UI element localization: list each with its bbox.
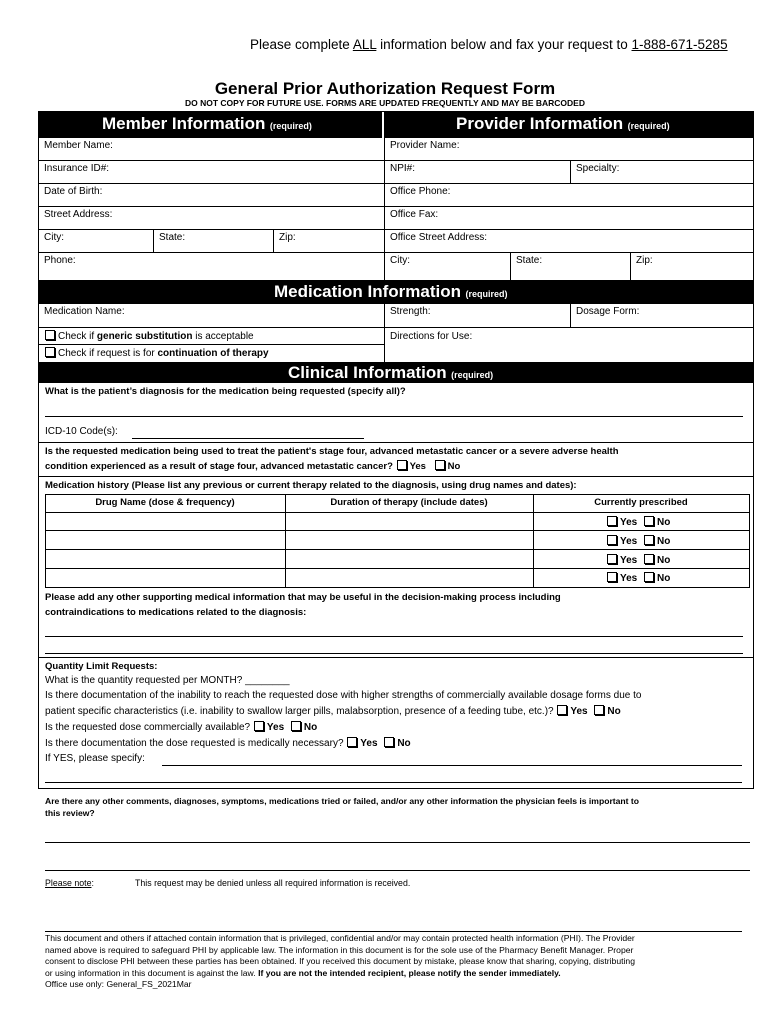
provider-header xyxy=(384,111,754,138)
history-row-3-prescribed[interactable] xyxy=(606,554,670,566)
member-zip-label: Zip: xyxy=(279,232,296,243)
office-phone-field[interactable] xyxy=(384,184,754,207)
yes-label: Yes xyxy=(620,536,638,547)
generic-text: Check if xyxy=(58,331,97,342)
specialty-label: Specialty: xyxy=(576,163,620,174)
office-use-code: Office use only: General_FS_2021Mar xyxy=(45,979,192,990)
yes-checkbox[interactable] xyxy=(607,554,617,564)
fax-number[interactable]: 1-888-671-5285 xyxy=(631,37,728,52)
no-label: No xyxy=(657,555,671,566)
yes-label: Yes xyxy=(409,461,426,472)
fax-instruction xyxy=(250,37,728,52)
medication-name-field[interactable] xyxy=(38,304,384,328)
footer-line: or using information in this document is against the law. xyxy=(45,967,259,978)
quantity-q4-row xyxy=(45,737,411,749)
stage4-yes-checkbox[interactable] xyxy=(397,460,407,470)
yes-checkbox[interactable] xyxy=(607,535,617,545)
generic-text-2: is acceptable xyxy=(192,331,254,342)
member-city-label: City: xyxy=(44,232,64,243)
divider xyxy=(153,230,154,253)
provider-name-label: Provider Name: xyxy=(390,140,460,151)
provider-zip-field[interactable] xyxy=(630,253,754,280)
clinical-required: (required) xyxy=(451,370,494,380)
table-border xyxy=(45,568,749,569)
member-state-label: State: xyxy=(159,232,186,243)
quantity-q5-answer-line-2[interactable] xyxy=(45,782,742,783)
footer-warning: If you are not the intended recipient, please notify the sender immediately. xyxy=(258,967,561,978)
table-border xyxy=(45,587,749,588)
table-border xyxy=(533,494,534,588)
table-border xyxy=(45,530,749,531)
stage4-question-1: Is the requested medication being used to treat the patient's stage four, advanced metastatic cancer or a severe adverse health xyxy=(45,446,619,457)
history-row-4-prescribed[interactable] xyxy=(606,572,670,584)
provider-city-field[interactable] xyxy=(384,253,510,280)
divider xyxy=(38,657,754,658)
no-checkbox[interactable] xyxy=(644,516,654,526)
please-note-colon: : xyxy=(91,878,94,888)
directions-label: Directions for Use: xyxy=(390,331,473,342)
history-row-2-prescribed[interactable] xyxy=(606,535,670,547)
divider xyxy=(570,161,571,184)
no-label: No xyxy=(657,536,671,547)
member-state-field[interactable] xyxy=(153,230,273,253)
history-col-current: Currently prescribed xyxy=(594,497,688,508)
divider xyxy=(384,304,385,362)
member-name-field[interactable] xyxy=(38,138,384,161)
quantity-q5-answer-line[interactable] xyxy=(162,765,742,766)
divider xyxy=(38,442,754,443)
yes-label: Yes xyxy=(266,722,285,733)
provider-city-label: City: xyxy=(390,255,410,266)
q3-no-checkbox[interactable] xyxy=(291,721,301,731)
footer-line: consent to disclose PHI between these parties has been obtained. If you received this document by mistake, please know that sharing, copying, distributing xyxy=(45,956,635,967)
medication-name-label: Medication Name: xyxy=(44,306,125,317)
comments-question-1: Are there any other comments, diagnoses, symptoms, medications tried or failed, and/or any other information the physician feels is important to xyxy=(45,796,640,806)
quantity-q3: Is the requested dose commercially available? xyxy=(45,722,251,733)
supporting-answer-line[interactable] xyxy=(45,653,743,654)
generic-checkbox-row[interactable] xyxy=(44,330,254,342)
member-header xyxy=(38,111,382,138)
q2-no-checkbox[interactable] xyxy=(594,705,604,715)
form-title: General Prior Authorization Request Form xyxy=(214,79,556,98)
dob-label: Date of Birth: xyxy=(44,186,103,197)
clinical-heading: Clinical Information xyxy=(288,363,447,382)
please-note-text: This request may be denied unless all required information is received. xyxy=(135,878,411,888)
divider xyxy=(510,253,511,280)
instruction-text: Please complete xyxy=(250,37,353,52)
quantity-q4: Is there documentation the dose requested is medically necessary? xyxy=(45,738,344,749)
quantity-q5-label: If YES, please specify: xyxy=(45,753,145,764)
office-street-label: Office Street Address: xyxy=(390,232,488,243)
please-note-label: Please note xyxy=(45,878,92,888)
q3-yes-checkbox[interactable] xyxy=(254,721,264,731)
generic-bold: generic substitution xyxy=(96,331,193,342)
quantity-q2b: patient specific characteristics (i.e. inability to swallow larger pills, malabsorption, presence of a feeding tube, etc.)? xyxy=(45,706,554,717)
footer-disclaimer xyxy=(45,933,745,991)
diagnosis-question: What is the patient’s diagnosis for the medication being requested (specify all)? xyxy=(45,386,406,397)
quantity-q3-row xyxy=(45,721,317,733)
provider-state-label: State: xyxy=(516,255,543,266)
stage4-no-checkbox[interactable] xyxy=(435,460,445,470)
table-border xyxy=(45,494,749,495)
no-checkbox[interactable] xyxy=(644,572,654,582)
please-note xyxy=(45,878,94,888)
member-required: (required) xyxy=(269,121,312,131)
supporting-answer-line[interactable] xyxy=(45,636,743,637)
member-phone-field[interactable] xyxy=(38,253,384,280)
divider xyxy=(570,304,571,328)
no-label: No xyxy=(607,706,621,717)
divider xyxy=(630,253,631,280)
form-subtitle: DO NOT COPY FOR FUTURE USE. FORMS ARE UPDATED FREQUENTLY AND MAY BE BARCODED xyxy=(184,98,585,108)
provider-heading: Provider Information xyxy=(456,114,624,133)
comments-answer-line-2[interactable] xyxy=(45,870,750,871)
generic-checkbox[interactable] xyxy=(45,330,55,340)
stage4-question-2 xyxy=(45,460,460,472)
diagnosis-answer-line[interactable] xyxy=(45,416,743,417)
q4-no-checkbox[interactable] xyxy=(384,737,394,747)
street-label: Street Address: xyxy=(44,209,113,220)
yes-label: Yes xyxy=(620,555,638,566)
office-phone-label: Office Phone: xyxy=(390,186,451,197)
member-city-field[interactable] xyxy=(38,230,153,253)
office-fax-label: Office Fax: xyxy=(390,209,439,220)
member-name-label: Member Name: xyxy=(44,140,113,151)
member-phone-label: Phone: xyxy=(44,255,76,266)
history-col-duration: Duration of therapy (include dates) xyxy=(330,497,488,508)
provider-name-field[interactable] xyxy=(384,138,754,161)
insurance-id-field[interactable] xyxy=(38,161,384,184)
instruction-text-2: information below and fax your request to xyxy=(376,37,632,52)
yes-label: Yes xyxy=(570,706,588,717)
member-zip-field[interactable] xyxy=(273,230,384,253)
table-border xyxy=(749,494,750,588)
yes-label: Yes xyxy=(360,738,378,749)
strength-label: Strength: xyxy=(390,306,431,317)
icd-answer-line[interactable] xyxy=(132,438,364,439)
no-label: No xyxy=(397,738,411,749)
no-label: No xyxy=(657,573,671,584)
icd-label: ICD-10 Code(s): xyxy=(45,426,118,437)
no-label: No xyxy=(657,517,671,528)
divider xyxy=(38,344,384,345)
no-label: No xyxy=(447,461,461,472)
footer-line: named above is required to safeguard PHI by applicable law. The information in this document is for the sole use of the Pharmacy Benefit Manager. Proper xyxy=(45,944,634,955)
no-checkbox[interactable] xyxy=(644,554,654,564)
table-border xyxy=(45,549,749,550)
divider xyxy=(38,476,754,477)
provider-required: (required) xyxy=(627,121,670,131)
yes-checkbox[interactable] xyxy=(607,572,617,582)
continuation-text: Check if request is for xyxy=(58,348,158,359)
q4-yes-checkbox[interactable] xyxy=(347,737,357,747)
quantity-q2a: Is there documentation of the inability to reach the requested dose with higher strengths of commercially available dosage forms due to xyxy=(45,690,642,701)
history-question: Medication history (Please list any previous or current therapy related to the diagnosis, using drug names and dates): xyxy=(45,480,577,491)
no-label: No xyxy=(303,722,318,733)
member-heading: Member Information xyxy=(102,114,266,133)
no-checkbox[interactable] xyxy=(644,535,654,545)
table-border xyxy=(285,494,286,588)
medication-required: (required) xyxy=(465,289,508,299)
dob-field[interactable] xyxy=(38,184,384,207)
continuation-bold: continuation of therapy xyxy=(157,348,269,359)
supporting-question-1: Please add any other supporting medical information that may be useful in the decision-making process including xyxy=(45,592,561,603)
yes-label: Yes xyxy=(620,573,638,584)
yes-label: Yes xyxy=(620,517,638,528)
table-border xyxy=(45,494,46,588)
supporting-question-2: contraindications to medications related to the diagnosis: xyxy=(45,607,307,618)
q2-yes-checkbox[interactable] xyxy=(557,705,567,715)
stage4-q2-text: condition experienced as a result of stage four, advanced metastatic cancer? xyxy=(45,461,393,472)
comments-question-2: this review? xyxy=(45,808,95,818)
medication-header xyxy=(38,280,754,304)
comments-answer-line[interactable] xyxy=(45,842,750,843)
instruction-all: ALL xyxy=(352,37,377,52)
divider xyxy=(273,230,274,253)
dosage-form-field[interactable] xyxy=(570,304,754,328)
npi-label: NPI#: xyxy=(390,163,416,174)
office-fax-field[interactable] xyxy=(384,207,754,230)
strength-field[interactable] xyxy=(384,304,570,328)
street-field[interactable] xyxy=(38,207,384,230)
yes-checkbox[interactable] xyxy=(607,516,617,526)
history-row-1-prescribed[interactable] xyxy=(606,516,670,528)
dosage-form-label: Dosage Form: xyxy=(576,306,640,317)
quantity-q1[interactable]: What is the quantity requested per MONTH? ________ xyxy=(45,675,290,686)
provider-state-field[interactable] xyxy=(510,253,630,280)
footer-line: This document and others if attached contain information that is privileged, confidential and/or may contain protected health information (PHI). The Provider xyxy=(45,933,635,943)
specialty-field[interactable] xyxy=(570,161,754,184)
provider-zip-label: Zip: xyxy=(636,255,653,266)
clinical-header xyxy=(38,362,754,383)
continuation-checkbox[interactable] xyxy=(45,347,55,357)
quantity-q2b-row xyxy=(45,705,621,717)
table-border xyxy=(45,512,749,513)
insurance-id-label: Insurance ID#: xyxy=(44,163,110,174)
continuation-checkbox-row[interactable] xyxy=(44,347,269,359)
footer-rule xyxy=(45,931,742,932)
npi-field[interactable] xyxy=(384,161,570,184)
quantity-heading: Quantity Limit Requests: xyxy=(45,661,158,672)
history-col-drug: Drug Name (dose & frequency) xyxy=(95,497,235,508)
office-street-field[interactable] xyxy=(384,230,754,253)
medication-heading: Medication Information xyxy=(274,282,461,301)
